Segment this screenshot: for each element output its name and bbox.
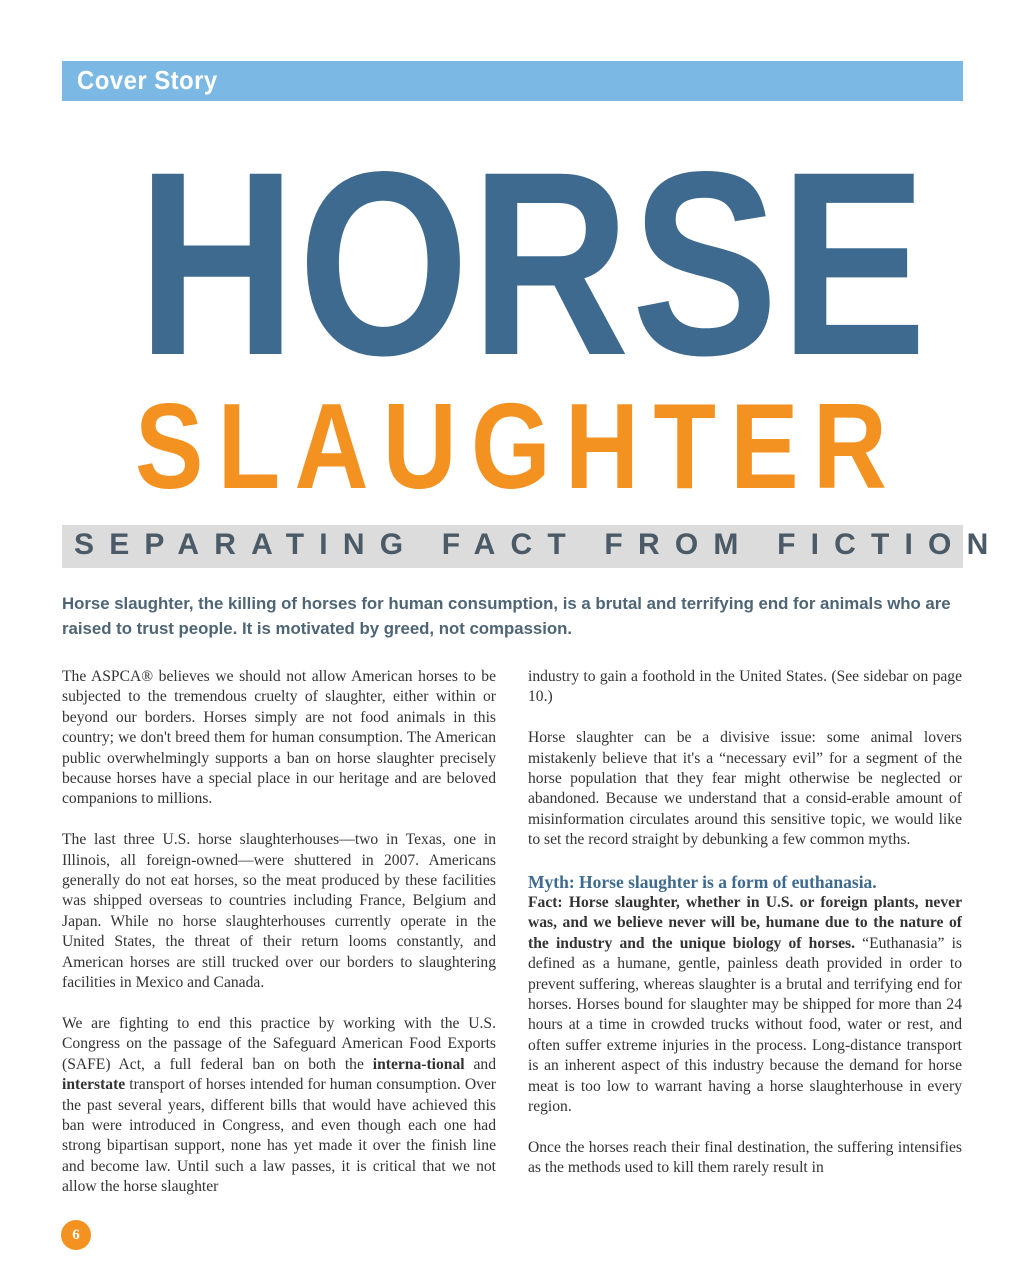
text-run: and — [464, 1055, 496, 1073]
paragraph: Horse slaughter can be a divisive issue: some animal lovers mistakenly believe that it's a “necessary evil” for a segment of the horse population that they fear might otherwise be neglected or abandoned. Because we understand that a consid-erable amount of misinformation circulates around this sensitive topic, we would like to set the record straight by debunking a few common myths. — [528, 729, 962, 849]
paragraph — [62, 1014, 496, 1198]
bold-term: interstate — [62, 1076, 126, 1094]
left-column — [62, 667, 496, 1198]
deck: Horse slaughter, the killing of horses for human consumption, is a brutal and terrifying end for animals who are raised to trust people. It is motivated by greed, not compassion. — [62, 594, 951, 638]
paragraph: The ASPCA® believes we should not allow American horses to be subjected to the tremendous cruelty of slaughter, either within or beyond our borders. Horses simply are not food animals in this country; we don't breed them for human consumption. The American public overwhelmingly supports a ban on horse slaughter precisely because horses have a special place in our heritage and are beloved companions to millions. — [62, 668, 496, 808]
paragraph: industry to gain a foothold in the United States. (See sidebar on page 10.) — [528, 668, 962, 706]
text-run: “Euthanasia” is defined as a humane, gentle, painless death provided in order to prevent suffering, whereas slaughter is a brutal and terrifying end for horses. Horses bound for slaughter may be shipped for more than 24 hours at a time in crowded trucks without food, water or rest, and often suffer extreme injuries in the process. Long-distance transport is an inherent aspect of this industry because the demand for horse meat is too low to warrant having a horse slaughterhouse in every region. — [528, 934, 962, 1116]
title-sub — [62, 378, 963, 514]
text-run: transport of horses intended for human consumption. Over the past several years, different bills that would have achieved this ban were introduced in Congress, and even though each one had strong bipartisan support, none has yet made it over the finish line and become law. Until such a law passes, it is critical that we not allow the horse slaughter — [62, 1076, 496, 1196]
title-main — [62, 117, 963, 410]
paragraph: The last three U.S. horse slaughterhouses—two in Texas, one in Illinois, all foreign-owned—were shuttered in 2007. Americans generally do not eat horses, so the meat produced by these facilities was shipped overseas to countries including France, Belgium and Japan. While no horse slaughterhouses currently operate in the United States, the threat of their return looms constantly, and American horses are still trucked over our borders to slaughtering facilities in Mexico and Canada. — [62, 831, 496, 992]
paragraph — [528, 893, 962, 1117]
text-run: We are fighting to end this practice by working with the U.S. Congress on the passage of the Safeguard American Food Exports (SAFE) Act, a full federal ban on both the — [62, 1014, 496, 1073]
tagline-bar — [62, 525, 1004, 568]
title-sub-text: SLAUGHTER — [134, 378, 902, 514]
myth-heading: Myth: Horse slaughter is a form of euthanasia. — [528, 872, 877, 893]
page-number-badge: 6 — [61, 1220, 91, 1250]
paragraph: Once the horses reach their final destination, the suffering intensifies as the methods used to kill them rarely result in — [528, 1138, 962, 1177]
section-label: Cover Story — [77, 65, 218, 95]
bold-term: interna-tional — [372, 1055, 465, 1073]
right-column — [528, 667, 962, 1179]
title-main-text: HORSE — [137, 117, 929, 410]
fact-lead: Fact: Horse slaughter, whether in U.S. or foreign plants, never was, and we believe never will be, humane due to the nature of the industry and the unique biology of horses. — [528, 894, 962, 952]
section-header-bar — [62, 61, 963, 101]
tagline: SEPARATING FACT FROM FICTION — [74, 528, 1004, 561]
